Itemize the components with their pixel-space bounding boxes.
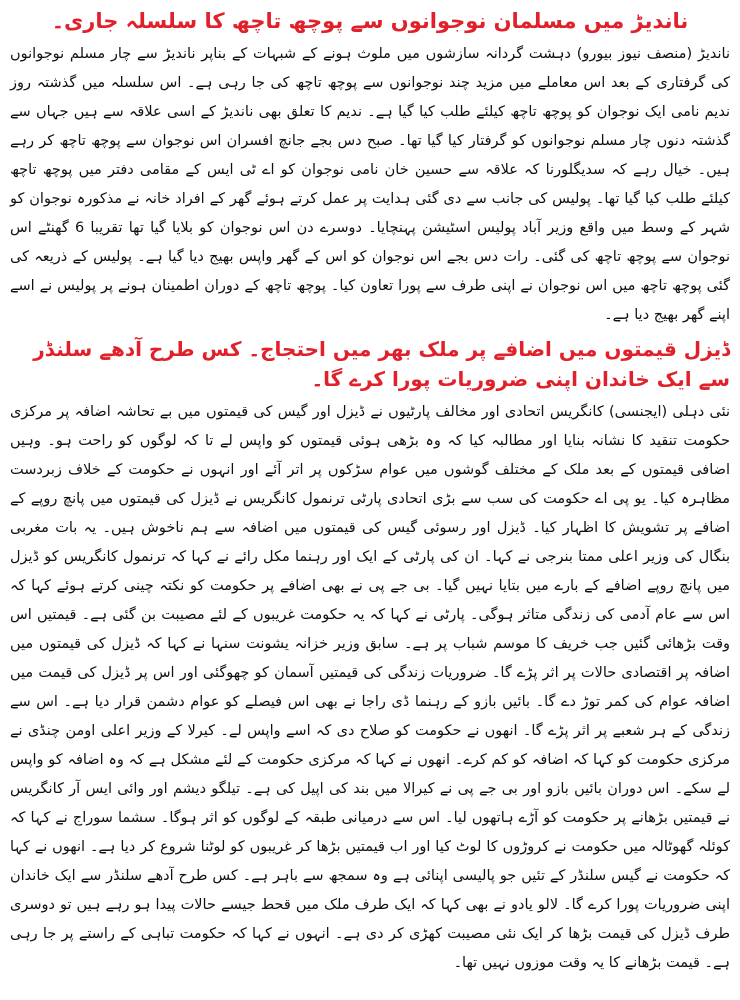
article-2-body: نئی دہلی (ایجنسی) کانگریس اتحادی اور مخالف پارٹیوں نے ڈیزل اور گیس کی قیمتوں میں بے تحاشہ اضافہ پر مرکزی حکومت تنقید کا نشانہ بنایا اور مطالبہ کیا کہ وہ بڑھی ہوئی قیمتوں کو واپس لے تا کہ لوگوں کو راحت ہو۔ وہیں اضافی قیمتوں کے بعد ملک کے مختلف گوشوں میں عوام سڑکوں پر اتر آئے اور انہوں نے حکومت کے خلاف زبردست مظاہرہ کیا۔ یو پی اے حکومت کی سب سے بڑی اتحادی پارٹی ترنمول کانگریس نے ڈیزل کی قیمتوں میں پانچ روپے کے اضافے پر تشویش کا اظہار کیا۔ ڈیزل اور رسوئی گیس کی قیمتوں میں اضافہ سے ہم ناخوش ہیں۔ یہ بات مغربی بنگال کی وزیر اعلی ممتا بنرجی نے کہا۔ ان کی پارٹی کے ایک اور رہنما مکل رائے نے کہا کہ ترنمول کانگریس کو ڈیزل میں پانچ روپے اضافے کے بارے میں بتایا نہیں گیا۔ بی جے پی نے بھی اضافے پر حکومت کو نکتہ چینی کرتے ہوئے کہا کہ اس سے عام آدمی کی زندگی متاثر ہوگی۔ پارٹی نے کہا کہ یہ حکومت غریبوں کے لئے مصیبت بن گئی ہے۔ قیمتیں اس وقت بڑھائی گئیں جب خریف کا موسم شباب پر ہے۔ سابق وزیر خزانہ یشونت سنہا نے کہا کہ ڈیزل کی قیمتوں میں اضافہ پر اقتصادی حالات پر اثر پڑے گا۔ ضروریات زندگی کی قیمتیں آسمان کو چھوگئی اور اس پر ڈیزل کی قیمت میں اضافہ عوام کی کمر توڑ دے گا۔ بائیں بازو کے رہنما ڈی راجا نے بھی اس فیصلے کو عوام دشمن قرار دیا ہے۔ اس سے زندگی کے ہر شعبے پر اثر پڑے گا۔ انھوں نے حکومت کو صلاح دی کہ اسے واپس لے۔ کیرلا کے وزیر اعلی اومن چنڈی نے مرکزی حکومت کو کہا کہ اضافہ کو کم کرے۔ انھوں نے کہا کہ مرکزی حکومت کے لئے مشکل ہے کہ وہ اضافہ کو واپس لے سکے۔ اس دوران بائیں بازو اور بی جے پی نے کیرالا میں بند کی اپیل کی ہے۔ تیلگو دیشم اور وائی ایس آر کانگریس نے قیمتیں بڑھانے پر حکومت کو آڑے ہاتھوں لیا۔ اس سے درمیانی طبقہ کے لوگوں کو اثر ہوگا۔ سشما سوراج نے کہا کہ کوئلہ گھوٹالہ میں حکومت نے کروڑوں کا لوٹ کیا اور اب قیمتیں بڑھا کر غریبوں کو لوٹنا شروع کر دیا ہے۔ انھوں نے کہا کہ حکومت نے گیس سلنڈر کے تئیں جو پالیسی اپنائی ہے وہ سمجھ سے باہر ہے۔ کس طرح آدھے سلنڈر سے ایک خاندان اپنی ضروریات پورا کرے گا۔ لالو یادو نے بھی کہا کہ ایک طرف ملک میں قحط جیسے حالات پیدا ہو رہے ہیں تو دوسری طرف ڈیزل کی قیمت بڑھا کر ایک نئی مصیبت کھڑی کر دی ہے۔ انہوں نے کہا کہ حکومت تباہی کے راستے پر جا رہی ہے۔ قیمت بڑھانے کا یہ وقت موزوں نہیں تھا۔: [10, 404, 730, 971]
article-1-headline: ناندیڑ میں مسلمان نوجوانوں سے پوچھ تاچھ کا سلسلہ جاری۔: [51, 9, 689, 33]
article-2-headline: ڈیزل قیمتوں میں اضافے پر ملک بھر میں احتجاج۔ کس طرح آدھے سلنڈر سے ایک خاندان اپنی ضروریات پورا کرے گا۔: [33, 337, 730, 391]
article-1-body: ناندیڑ (منصف نیوز بیورو) دہشت گردانہ سازشوں میں ملوث ہونے کے شبہات کے بناپر ناندیڑ سے چار مسلم نوجوانوں کی گرفتاری کے بعد اس معاملے میں مزید چند نوجوانوں سے پوچھ تاچھ کی جا رہی ہے۔ اس سلسلہ میں گذشتہ روز ندیم نامی ایک نوجوان کو پوچھ تاچھ کیلئے طلب کیا گیا ہے۔ ندیم کا تعلق بھی ناندیڑ کے اسی علاقہ سے ہیں جہاں سے گذشتہ دنوں چار مسلم نوجوانوں کو گرفتار کیا گیا تھا۔ صبح دس بجے جانچ افسران اس نوجوان سے پوچھ تاچھ کر رہے ہیں۔ خیال رہے کہ سدیگلورنا کہ علاقہ سے حسین خان نامی نوجوان کو اے ٹی ایس کے مقامی دفتر میں پوچھ تاچھ کیلئے طلب کیا گیا تھا۔ پولیس کی جانب سے دی گئی ہدایت پر عمل کرتے ہوئے گھر کے افراد خانہ نے مذکورہ نوجوان کو شہر کے وسط میں واقع وزیر آباد پولیس اسٹیشن پہنچایا۔ دوسرے دن اس نوجوان کو بلایا گیا تھا تقریبا 6 گھنٹے اس نوجوان سے پوچھ تاچھ کی گئی۔ رات دس بجے اس نوجوان کو اس کے گھر واپس بھیج دیا گیا ہے۔ پولیس کے ذریعہ کی گئی پوچھ تاچھ میں اس نوجوان نے اپنی طرف سے پورا تعاون کیا۔ پوچھ تاچھ کے دوران اطمینان ہونے پر پولیس نے اسے اپنے گھر بھیج دیا ہے۔: [10, 46, 730, 323]
